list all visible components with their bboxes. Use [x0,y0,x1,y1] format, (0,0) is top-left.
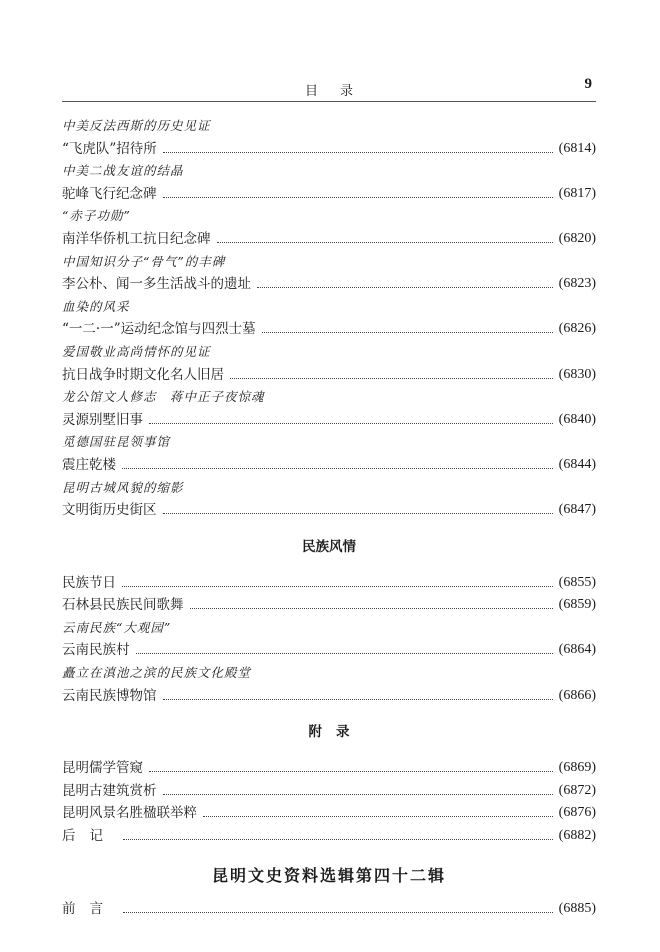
dot-leader [260,318,555,341]
toc-entry[interactable] [62,228,596,251]
dot-leader [147,757,555,780]
toc-entry[interactable] [62,594,596,617]
page-number: 9 [584,76,592,92]
toc-entry-page: (6817) [558,185,596,201]
toc-entry-page: (6882) [558,828,596,844]
toc-entry-title: “一二·一”运动纪念馆与四烈士墓 [62,321,256,338]
dot-leader [147,409,555,432]
toc-entry[interactable] [62,499,596,522]
toc-entry-title: 李公朴、闻一多生活战斗的遗址 [62,276,251,293]
toc-subtitle: 中美二战友谊的结晶 [62,163,184,179]
toc-subtitle: 觅德国驻昆领事馆 [62,434,171,450]
toc-entry-title: “飞虎队”招待所 [62,140,157,157]
toc-subtitle: 云南民族“大观园” [62,619,172,635]
toc-entry-title: 南洋华侨机工抗日纪念碑 [62,230,211,247]
section-heading-ethnic-customs: 民族风情 [302,538,356,555]
section-heading-appendix: 附录 [308,724,364,741]
toc-entry-title: 昆明儒学管窥 [62,760,143,777]
toc-entry-page: (6876) [558,805,596,821]
toc-subtitle: 龙公馆文人修志 蒋中正子夜惊魂 [62,389,265,405]
toc-entry[interactable] [62,572,596,595]
toc-entry-page: (6840) [558,411,596,427]
toc-entry-page: (6855) [558,574,596,590]
toc-entry[interactable] [62,273,596,296]
toc-group-ethnic-customs [62,572,596,708]
toc-entry-title: 云南民族村 [62,642,130,659]
toc-entry[interactable] [62,454,596,477]
toc-entry-page: (6814) [558,140,596,156]
toc-entry-page: (6869) [558,760,596,776]
dot-leader [120,454,555,477]
toc-entry-page: (6847) [558,502,596,518]
toc-entry[interactable] [62,825,596,848]
toc-entry-page: (6826) [558,321,596,337]
running-header-title: 目录 [304,84,375,99]
toc-entry[interactable] [62,802,596,825]
toc-entry-page: (6864) [558,642,596,658]
toc-group-appendix [62,757,596,847]
toc-entry-title: 前言 [62,900,117,917]
toc-subtitle: 血染的风采 [62,298,130,314]
dot-leader [215,228,555,251]
toc-subtitle: “赤子功勋” [62,208,131,224]
toc-group-volume-42 [62,898,596,921]
toc-subtitle: 矗立在滇池之滨的民族文化殿堂 [62,665,252,681]
toc-entry-title: 石林县民族民间歌舞 [62,597,184,614]
dot-leader [121,898,555,921]
toc-entry-title: 昆明古建筑赏析 [62,782,157,799]
toc-subtitle: 昆明古城风貌的缩影 [62,479,184,495]
table-of-contents [62,115,596,920]
dot-leader [120,572,555,595]
toc-entry-page: (6830) [558,366,596,382]
dot-leader [201,802,555,825]
toc-entry-title: 民族节日 [62,574,116,591]
volume-heading: 昆明文史资料选辑第四十二辑 [211,865,446,885]
dot-leader [161,685,555,708]
toc-entry[interactable] [62,409,596,432]
toc-entry-title: 昆明风景名胜楹联举粹 [62,805,197,822]
toc-entry-title: 震庄乾楼 [62,456,116,473]
toc-entry-page: (6823) [558,276,596,292]
toc-entry[interactable] [62,757,596,780]
dot-leader [161,183,555,206]
toc-entry[interactable] [62,138,596,161]
dot-leader [134,639,555,662]
toc-entry[interactable] [62,780,596,803]
toc-entry[interactable] [62,183,596,206]
toc-entry-page: (6885) [558,900,596,916]
toc-subtitle: 中美反法西斯的历史见证 [62,118,211,133]
toc-entry[interactable] [62,318,596,341]
toc-entry-title: 云南民族博物馆 [62,687,157,704]
toc-group-historic-sites [62,115,596,522]
dot-leader [161,138,555,161]
toc-entry[interactable] [62,639,596,662]
toc-entry-title: 驼峰飞行纪念碑 [62,185,157,202]
toc-entry[interactable] [62,364,596,387]
dot-leader [255,273,555,296]
toc-entry-title: 抗日战争时期文化名人旧居 [62,366,224,383]
toc-subtitle: 中国知识分子“骨气”的丰碑 [62,253,226,269]
toc-entry-page: (6866) [558,687,596,703]
toc-entry-page: (6872) [558,782,596,798]
toc-entry-page: (6820) [558,230,596,246]
toc-subtitle: 爱国敬业高尚情怀的见证 [62,343,211,359]
header-rule [62,101,596,102]
toc-entry-title: 文明街历史街区 [62,502,157,519]
toc-entry[interactable] [62,685,596,708]
toc-entry-page: (6844) [558,456,596,472]
dot-leader [121,825,555,848]
dot-leader [228,364,555,387]
toc-entry-title: 灵源别墅旧事 [62,411,143,428]
dot-leader [161,499,555,522]
dot-leader [161,780,555,803]
dot-leader [188,594,555,617]
page-header [62,76,596,100]
toc-entry-page: (6859) [558,597,596,613]
toc-entry-title: 后记 [62,828,117,845]
toc-entry[interactable] [62,898,596,921]
